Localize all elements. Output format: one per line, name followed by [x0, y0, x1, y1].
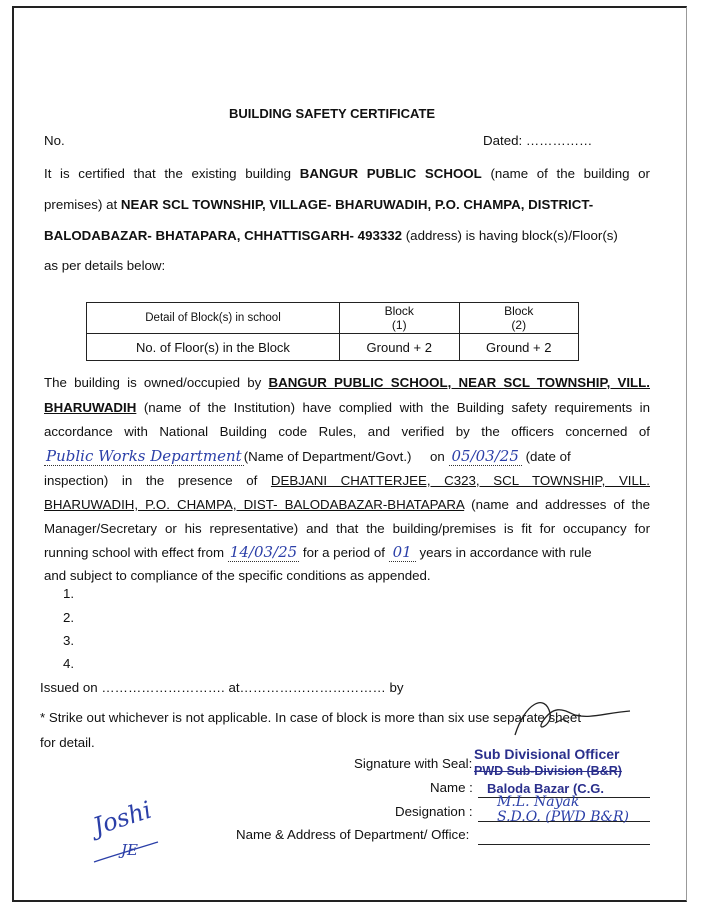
- intro-line-4: as per details below:: [44, 258, 166, 273]
- body-line-7: Manager/Secretary or his representative) and that the building/premises is fit for occupancy for: [44, 521, 650, 536]
- seal-stamp-line-3: Baloda Bazar (C.G.: [487, 781, 605, 796]
- intro-text: It is certified that the existing building: [44, 166, 292, 181]
- office-line: [478, 844, 650, 845]
- body-line-9: and subject to compliance of the specific conditions as appended.: [44, 568, 431, 583]
- officer-signature-scribble: [505, 693, 635, 745]
- condition-item: 1.: [63, 586, 75, 601]
- body-line-3: accordance with National Building code Rules, and verified by the officers concerned of: [44, 424, 650, 439]
- block-number: (1): [391, 318, 407, 332]
- body-text: inspection) in the presence of: [44, 473, 258, 488]
- signature-flourish: [92, 838, 162, 866]
- intro-text: (name of the building or: [490, 166, 650, 181]
- block-title: Block: [504, 304, 534, 318]
- office-label: Name & Address of Department/ Office:: [236, 827, 470, 842]
- intro-line-1: [44, 166, 650, 182]
- inspection-date-field: [430, 448, 571, 465]
- body-line-6: [44, 497, 650, 513]
- issued-at-label: at: [228, 680, 240, 695]
- body-text: (date of: [525, 449, 571, 464]
- block-1-header: [340, 303, 460, 334]
- body-text: The building is owned/occupied by: [44, 375, 262, 390]
- seal-stamp-line-1: Sub Divisional Officer: [474, 746, 620, 762]
- manager-address: BHARUWADIH, P.O. CHAMPA, DIST- BALODABAZAR-BHATAPARA: [44, 497, 465, 512]
- body-line-1: [44, 375, 650, 391]
- issued-by-label: by: [389, 680, 404, 695]
- institution-name: BANGUR PUBLIC SCHOOL, NEAR SCL TOWNSHIP, VILL.: [268, 375, 650, 390]
- body-line-2: [44, 400, 650, 416]
- handwritten-designation: S.D.O. (PWD B&R): [497, 809, 629, 825]
- table-row: [87, 303, 579, 334]
- intro-line-2: [44, 197, 593, 213]
- handwritten-inspection-date: 05/03/25: [449, 447, 522, 466]
- body-line-5: [44, 473, 650, 489]
- handwritten-department: Public Works Department: [46, 447, 242, 465]
- junior-engineer-initials: JE: [121, 841, 138, 859]
- designation-label: Designation :: [395, 804, 473, 819]
- body-text: (name and addresses of the: [471, 497, 651, 512]
- condition-item: 3.: [63, 633, 75, 648]
- block-1-floors: Ground + 2: [340, 334, 460, 361]
- block-title: Block: [384, 304, 414, 318]
- footnote-line-1: * Strike out whichever is not applicable. In case of block is more than six use separate sheet: [40, 710, 582, 725]
- certificate-date-label: Dated: ……………: [483, 133, 593, 148]
- issued-line: [40, 680, 404, 696]
- body-text: on: [430, 449, 445, 464]
- manager-name: DEBJANI CHATTERJEE, C323, SCL TOWNSHIP, VILL.: [270, 473, 650, 488]
- certificate-number-label: No.: [44, 133, 65, 148]
- block-2-floors: Ground + 2: [459, 334, 579, 361]
- footnote-line-2: for detail.: [40, 735, 95, 750]
- body-text: years in accordance with rule: [419, 545, 592, 560]
- floor-label: No. of Floor(s) in the Block: [87, 334, 340, 361]
- block-2-header: [459, 303, 579, 334]
- table-header-label: Detail of Block(s) in school: [87, 303, 340, 334]
- issued-place-blank: ……………………………: [239, 680, 386, 695]
- body-text: running school with effect from: [44, 545, 225, 560]
- certificate-title: BUILDING SAFETY CERTIFICATE: [229, 106, 436, 121]
- signature-seal-label: Signature with Seal:: [354, 756, 473, 771]
- handwritten-effective-date: 14/03/25: [229, 543, 298, 561]
- handwritten-name: M.L. Nayak: [497, 794, 580, 810]
- handwritten-period-years: 01: [389, 543, 416, 562]
- intro-line-3: [44, 228, 618, 244]
- body-line-4: [44, 448, 411, 465]
- junior-engineer-signature: Joshi: [89, 795, 155, 841]
- issued-date-blank: ……………………….: [101, 680, 225, 695]
- school-address: BALODABAZAR- BHATAPARA, CHHATTISGARH- 493332: [44, 228, 403, 243]
- school-name: BANGUR PUBLIC SCHOOL: [299, 166, 482, 181]
- condition-item: 4.: [63, 656, 75, 671]
- body-line-8: [44, 544, 592, 561]
- issued-label: Issued on: [40, 680, 98, 695]
- name-label: Name :: [430, 780, 473, 795]
- condition-item: 2.: [63, 610, 75, 625]
- intro-text: premises) at: [44, 197, 118, 212]
- institution-name: BHARUWADIH: [44, 400, 137, 415]
- body-text: for a period of: [302, 545, 385, 560]
- intro-text: (address) is having block(s)/Floor(s): [405, 228, 618, 243]
- table-row: [87, 334, 579, 361]
- block-details-table: [86, 302, 579, 361]
- block-number: (2): [511, 318, 527, 332]
- body-text: (Name of Department/Govt.): [243, 449, 412, 464]
- school-address: NEAR SCL TOWNSHIP, VILLAGE- BHARUWADIH, P.O. CHAMPA, DISTRICT-: [120, 197, 594, 212]
- body-text: (name of the Institution) have complied with the Building safety requirements in: [143, 400, 650, 415]
- seal-stamp-line-2: PWD Sub-Division (B&R): [474, 764, 622, 778]
